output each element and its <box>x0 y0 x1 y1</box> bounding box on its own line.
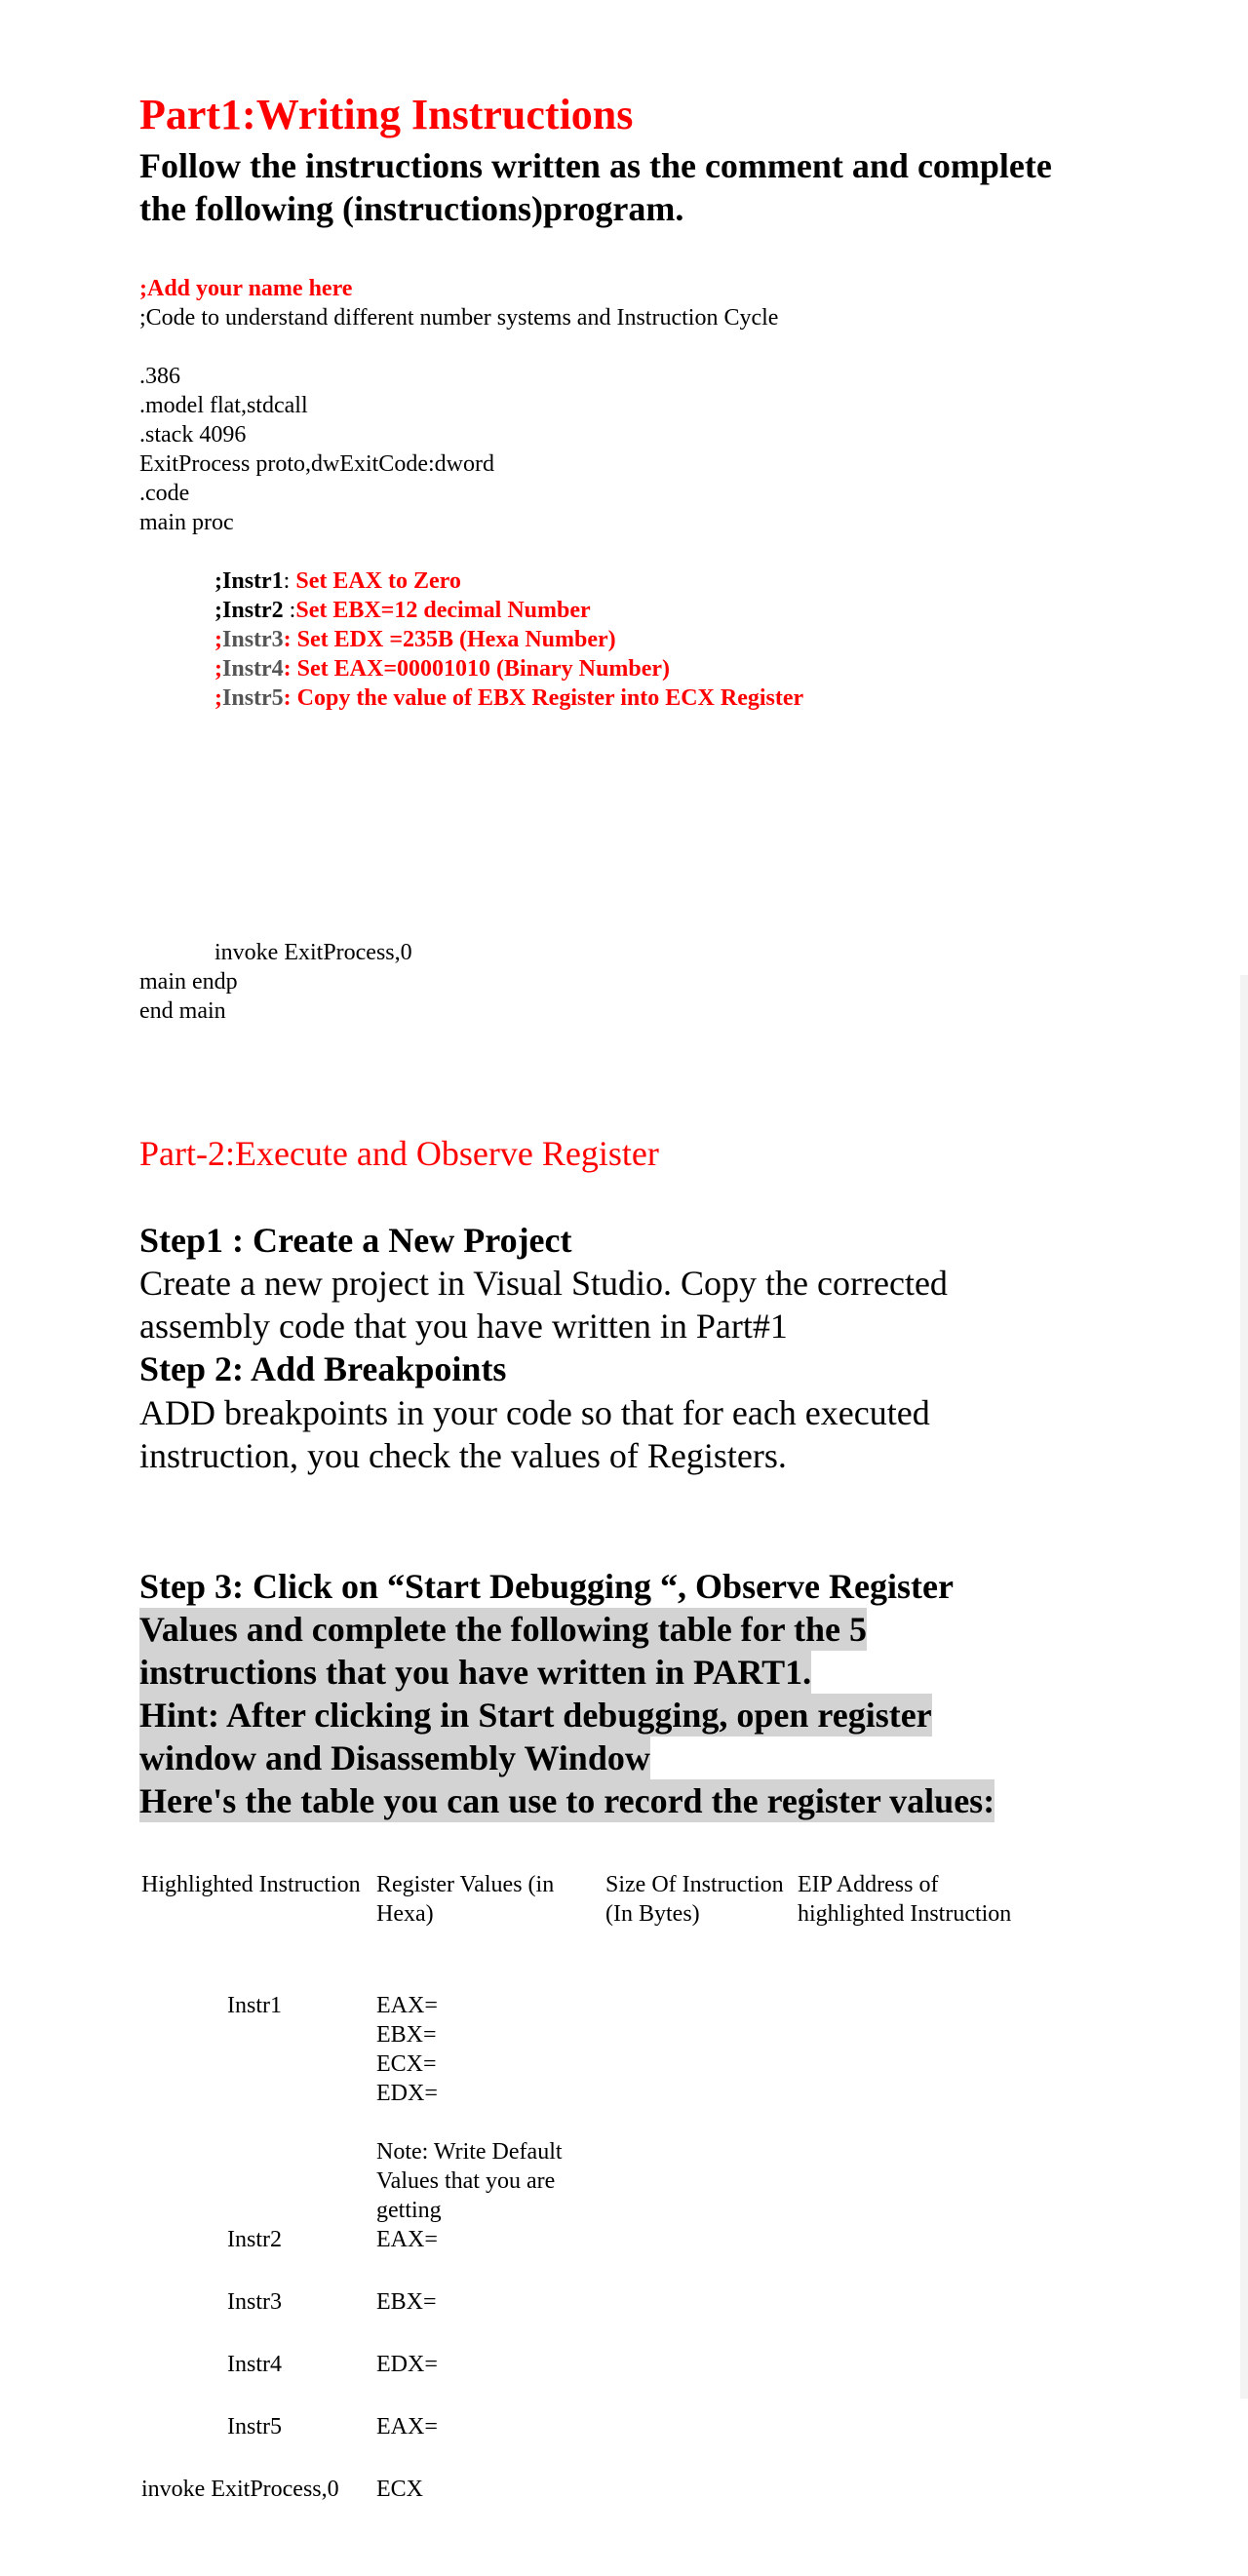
table-row-instr2-value: EAX= <box>376 2227 438 2252</box>
table-row-instr1-ecx: ECX= <box>376 2051 437 2077</box>
step2-text-line1: ADD breakpoints in your code so that for each executed <box>139 1393 930 1432</box>
instruction-comment-5: ;Instr5: Copy the value of EBX Register into ECX Register <box>214 685 804 711</box>
step1-text-line1: Create a new project in Visual Studio. Copy the corrected <box>139 1264 948 1303</box>
table-header-size: Size Of Instruction (In Bytes) <box>605 1872 784 1927</box>
table-header-register-values: Register Values (in Hexa) <box>376 1872 555 1927</box>
table-intro: Here's the table you can use to record the register values: <box>139 1781 995 1820</box>
table-row-instr4-label: Instr4 <box>227 2352 282 2377</box>
table-row-instr4-value: EDX= <box>376 2352 438 2377</box>
code-directive-386: .386 <box>139 364 180 389</box>
code-directive-model: .model flat,stdcall <box>139 393 308 418</box>
part2-title: Part-2:Execute and Observe Register <box>139 1134 659 1173</box>
step1-title: Step1 : Create a New Project <box>139 1221 572 1260</box>
table-row-instr1-eax: EAX= <box>376 1993 438 2018</box>
instruction-comment-4: ;Instr4: Set EAX=00001010 (Binary Number) <box>214 656 670 682</box>
table-row-instr5-label: Instr5 <box>227 2414 282 2439</box>
code-main-proc: main proc <box>139 510 234 535</box>
name-comment: ;Add your name here <box>139 276 353 301</box>
table-row-instr1-label: Instr1 <box>227 1993 282 2018</box>
table-row-instr5-value: EAX= <box>376 2414 438 2439</box>
part1-subtitle: Follow the instructions written as the comment and complete the following (instructions)program. <box>139 146 1052 228</box>
step3-text-line3: instructions that you have written in PART1. <box>139 1653 812 1692</box>
table-row-instr1-ebx: EBX= <box>376 2022 437 2048</box>
table-header-eip: EIP Address of highlighted Instruction <box>798 1872 1012 1927</box>
code-exitprocess-proto: ExitProcess proto,dwExitCode:dword <box>139 451 494 477</box>
code-end-main: end main <box>139 998 226 1024</box>
hint-line2: window and Disassembly Window <box>139 1738 650 1777</box>
step3-title-line1: Step 3: Click on “Start Debugging “, Observe Register <box>139 1567 954 1606</box>
table-header-instruction: Highlighted Instruction <box>141 1872 361 1897</box>
table-row-instr1-note: Note: Write Default Values that you are getting <box>376 2139 563 2223</box>
part1-title: Part1:Writing Instructions <box>139 91 634 138</box>
code-directive-code: .code <box>139 481 190 506</box>
instruction-comment-3: ;Instr3: Set EDX =235B (Hexa Number) <box>214 627 616 652</box>
code-invoke-exitprocess: invoke ExitProcess,0 <box>214 940 412 965</box>
instruction-comment-1: ;Instr1: Set EAX to Zero <box>214 568 461 594</box>
instruction-comment-2: ;Instr2 :Set EBX=12 decimal Number <box>214 598 591 623</box>
code-directive-stack: .stack 4096 <box>139 422 247 448</box>
table-row-instr2-label: Instr2 <box>227 2227 282 2252</box>
table-row-instr3-value: EBX= <box>376 2289 437 2315</box>
code-main-endp: main endp <box>139 969 238 995</box>
purpose-comment: ;Code to understand different number systems and Instruction Cycle <box>139 305 779 331</box>
table-row-instr3-label: Instr3 <box>227 2289 282 2315</box>
step3-text-line2: Values and complete the following table for the 5 <box>139 1610 867 1649</box>
hint-line1: Hint: After clicking in Start debugging, open register <box>139 1696 932 1735</box>
step1-text-line2: assembly code that you have written in Part#1 <box>139 1307 788 1346</box>
page-edge-shadow <box>1240 975 1248 2399</box>
step2-text-line2: instruction, you check the values of Registers. <box>139 1436 787 1475</box>
step2-title: Step 2: Add Breakpoints <box>139 1349 507 1388</box>
table-row-invoke-label: invoke ExitProcess,0 <box>141 2477 339 2502</box>
table-row-invoke-value: ECX <box>376 2477 423 2502</box>
table-row-instr1-edx: EDX= <box>376 2081 438 2106</box>
